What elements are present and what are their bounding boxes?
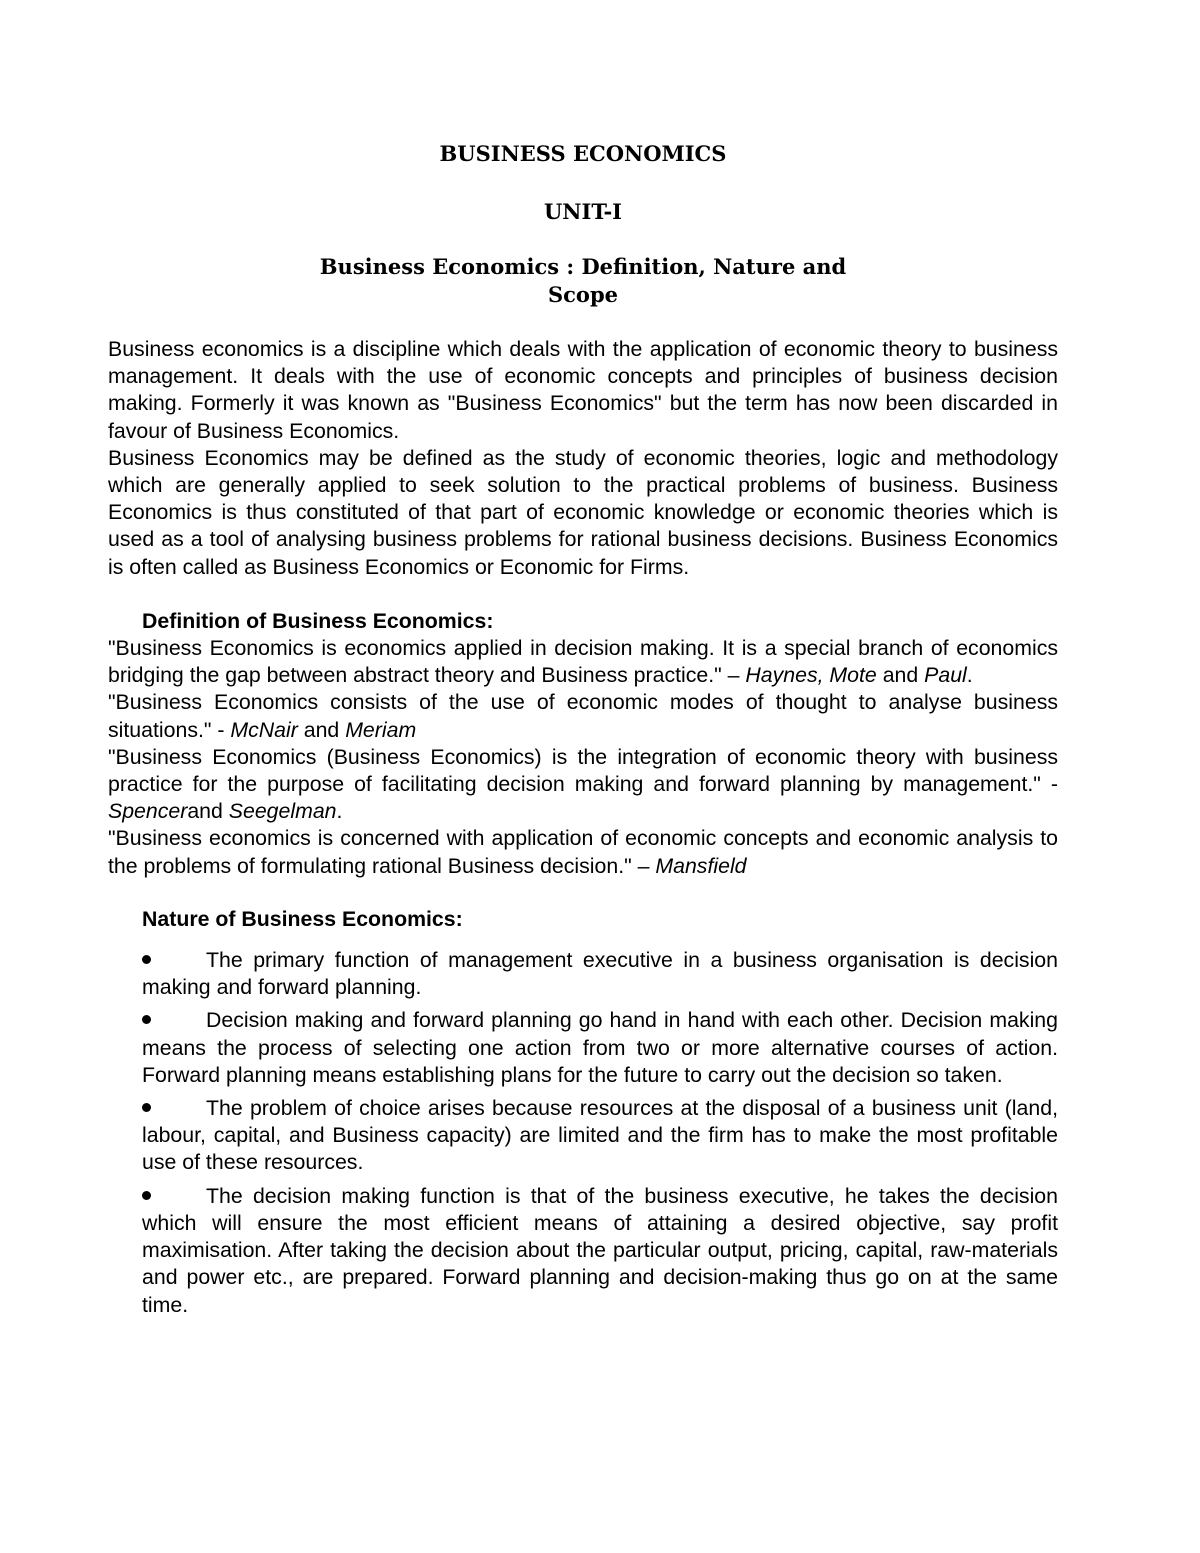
definition-paragraph: Business Economics may be defined as the study of economic theories, logic and methodology which are generally applied to seek solution to the practical problems of business. Business Economics is thus constituted of that part of economic knowledge or economic theories which is used as a tool of analysing business problems for rational business decisions. Business Economics is often called as Business Economics or Economic for Firms. bbox=[108, 445, 1058, 579]
bullet-icon bbox=[142, 1191, 151, 1200]
quote-author: Seegelman bbox=[228, 799, 337, 824]
quote-joiner: and bbox=[297, 717, 346, 742]
quote-author: Paul bbox=[924, 663, 967, 688]
quote-author: Spencer bbox=[108, 799, 188, 824]
definition-quote bbox=[108, 689, 1058, 743]
list-item-text: The problem of choice arises because resources at the disposal of a business unit (land, labour, capital, and Business capacity) are limited and the firm has to make the most profitable use of these resources. bbox=[142, 1096, 1058, 1175]
list-item bbox=[142, 1183, 1058, 1319]
quote-text: "Business Economics (Business Economics) is the integration of economic theory with business practice for the purpose of facilitating decision making and forward planning by management." - bbox=[108, 744, 1058, 797]
list-item bbox=[142, 1007, 1058, 1089]
quote-tail: . bbox=[336, 799, 343, 824]
quote-author: McNair bbox=[230, 717, 298, 742]
nature-list bbox=[108, 947, 1058, 1319]
quote-tail: . bbox=[966, 663, 973, 688]
bullet-icon bbox=[142, 955, 151, 964]
bullet-icon bbox=[142, 1015, 151, 1024]
list-item bbox=[142, 1095, 1058, 1177]
quote-text: "Business economics is concerned with application of economic concepts and economic analysis to the problems of formulating rational Business decision." – bbox=[108, 826, 1058, 878]
document-page bbox=[108, 140, 1058, 1325]
definition-heading: Definition of Business Economics: bbox=[142, 608, 494, 633]
bullet-icon bbox=[142, 1103, 151, 1112]
list-item-text: Decision making and forward planning go hand in hand with each other. Decision making means the process of selecting one action from two or more alternative courses of action. Forward planning means establishing plans for the future to carry out the decision so taken. bbox=[142, 1008, 1058, 1087]
list-item bbox=[142, 947, 1058, 1001]
document-title: BUSINESS ECONOMICS bbox=[439, 141, 727, 166]
chapter-subtitle-line2: Scope bbox=[547, 282, 618, 307]
quote-author: Haynes, Mote bbox=[745, 663, 877, 688]
chapter-subtitle-line1: Business Economics : Definition, Nature and bbox=[319, 254, 847, 279]
list-item-text: The decision making function is that of the business executive, he takes the decision which will ensure the most efficient means of attaining a desired objective, say profit maximisation. After taking the decision about the particular output, pricing, capital, raw-materials and power etc., are prepared. Forward planning and decision-making thus go on at the same time. bbox=[142, 1183, 1058, 1317]
quote-joiner: and bbox=[187, 799, 229, 824]
quote-text: "Business Economics is economics applied in decision making. It is a special branch of economics bridging the gap between abstract theory and Business practice." – bbox=[108, 636, 1058, 688]
list-item-text: The primary function of management executive in a business organisation is decision making and forward planning. bbox=[142, 948, 1058, 1000]
quote-author: Mansfield bbox=[655, 853, 747, 878]
quote-author: Meriam bbox=[345, 717, 417, 742]
definition-quote bbox=[108, 744, 1058, 826]
definition-quote bbox=[108, 825, 1058, 879]
definition-quote bbox=[108, 635, 1058, 689]
chapter-subtitle bbox=[108, 253, 1058, 309]
quote-text: "Business Economics consists of the use of economic modes of thought to analyse business situations." - bbox=[108, 690, 1058, 742]
nature-heading: Nature of Business Economics: bbox=[142, 906, 463, 931]
unit-heading: UNIT-I bbox=[543, 199, 623, 224]
quote-joiner: and bbox=[876, 663, 925, 688]
intro-paragraph: Business economics is a discipline which deals with the application of economic theory to business management. It deals with the use of economic concepts and principles of business decision making. Formerly it was known as "Business Economics" but the term has now been discarded in favour of Business Economics. bbox=[108, 337, 1058, 443]
